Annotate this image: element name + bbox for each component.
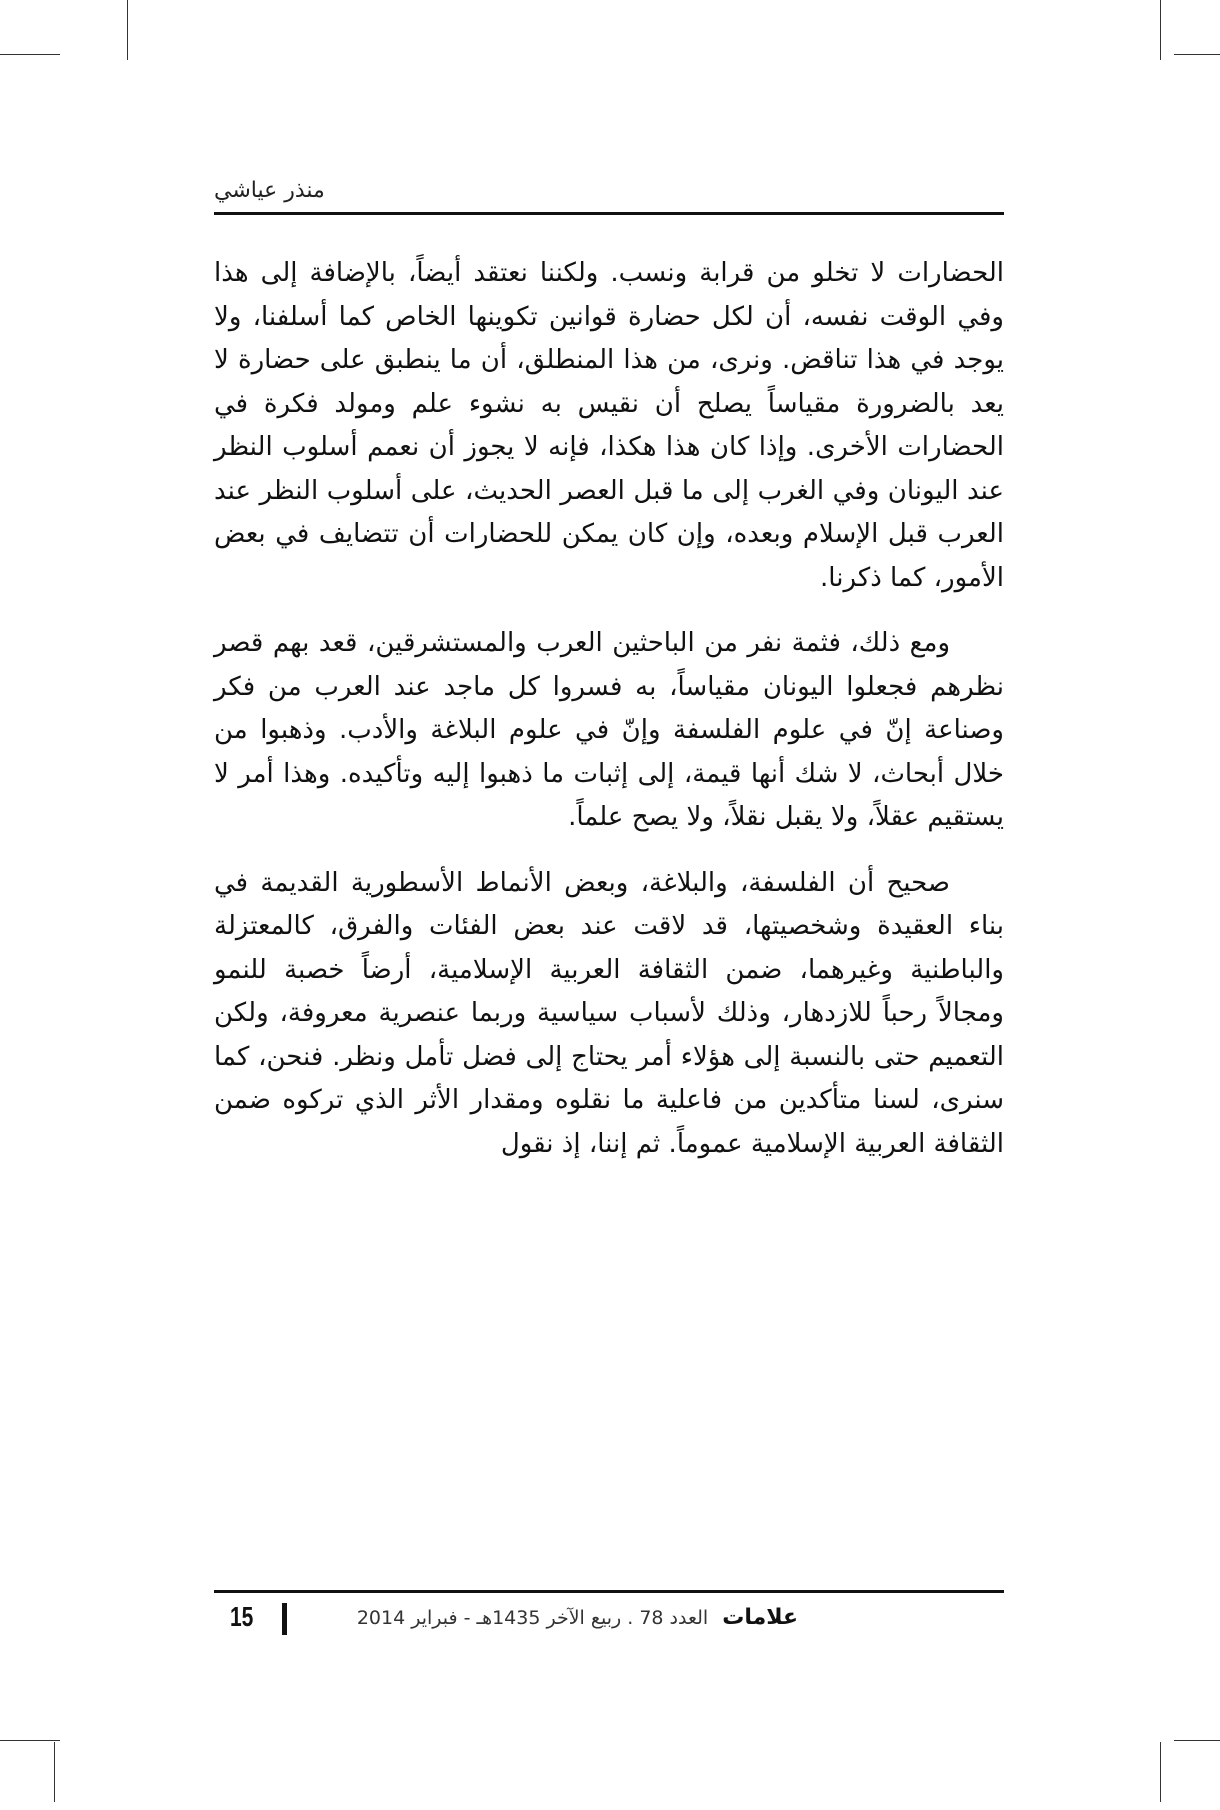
footer-divider (282, 1603, 287, 1635)
page-number: 15 (230, 1601, 254, 1632)
crop-mark (1174, 54, 1220, 55)
issue-info (298, 1605, 798, 1630)
crop-mark (1160, 0, 1161, 60)
crop-mark (127, 0, 128, 60)
page-footer (214, 1590, 1004, 1641)
crop-mark (0, 1740, 60, 1741)
journal-logo: علامات (722, 1605, 798, 1630)
crop-mark (54, 1742, 55, 1802)
article-body (214, 252, 1004, 1188)
crop-mark (1160, 1742, 1161, 1802)
running-header (214, 178, 1004, 215)
crop-mark (1174, 1740, 1220, 1741)
paragraph: ومع ذلك، فثمة نفر من الباحثين العرب والمستشرقين، قعد بهم قصر نظرهم فجعلوا اليونان مقياساً، به فسروا كل ماجد عند العرب من فكر وصناعة إنّ في علوم الفلسفة وإنّ في علوم البلاغة والأدب. وذهبوا من خلال أبحاث، لا شك أنها قيمة، إلى إثبات ما ذهبوا إليه وتأكيده. وهذا أمر لا يستقيم عقلاً، ولا يقبل نقلاً، ولا يصح علماً. (214, 628, 1004, 832)
paragraph: الحضارات لا تخلو من قرابة ونسب. ولكننا نعتقد أيضاً، بالإضافة إلى هذا وفي الوقت نفسه، أن لكل حضارة قوانين تكوينها الخاص كما أسلفنا، ولا يوجد في هذا تناقض. ونرى، من هذا المنطلق، أن ما ينطبق على حضارة لا يعد بالضرورة مقياساً يصلح أن نقيس به نشوء علم ومولد فكرة في الحضارات الأخرى. وإذا كان هذا هكذا، فإنه لا يجوز أن نعمم أسلوب النظر عند اليونان وفي الغرب إلى ما قبل العصر الحديث، على أسلوب النظر عند العرب قبل الإسلام وبعده، وإن كان يمكن للحضارات أن تتضايف في بعض الأمور، كما ذكرنا. (214, 258, 1004, 593)
paragraph: صحيح أن الفلسفة، والبلاغة، وبعض الأنماط الأسطورية القديمة في بناء العقيدة وشخصيتها، قد لاقت عند بعض الفئات والفرق، كالمعتزلة والباطنية وغيرهما، ضمن الثقافة العربية الإسلامية، أرضاً خصبة للنمو ومجالاً رحباً للازدهار، وذلك لأسباب سياسية وربما عنصرية معروفة، ولكن التعميم حتى بالنسبة إلى هؤلاء أمر يحتاج إلى فضل تأمل ونظر. فنحن، كما سنرى، لسنا متأكدين من فاعلية ما نقلوه ومقدار الأثر الذي تركوه ضمن الثقافة العربية الإسلامية عموماً. ثم إننا، إذ نقول (214, 867, 1004, 1159)
issue-details: العدد 78 . ربيع الآخر 1435هـ - فبراير 2014 (356, 1607, 709, 1629)
crop-mark (0, 54, 60, 55)
author-name: منذر عياشي (214, 178, 325, 203)
